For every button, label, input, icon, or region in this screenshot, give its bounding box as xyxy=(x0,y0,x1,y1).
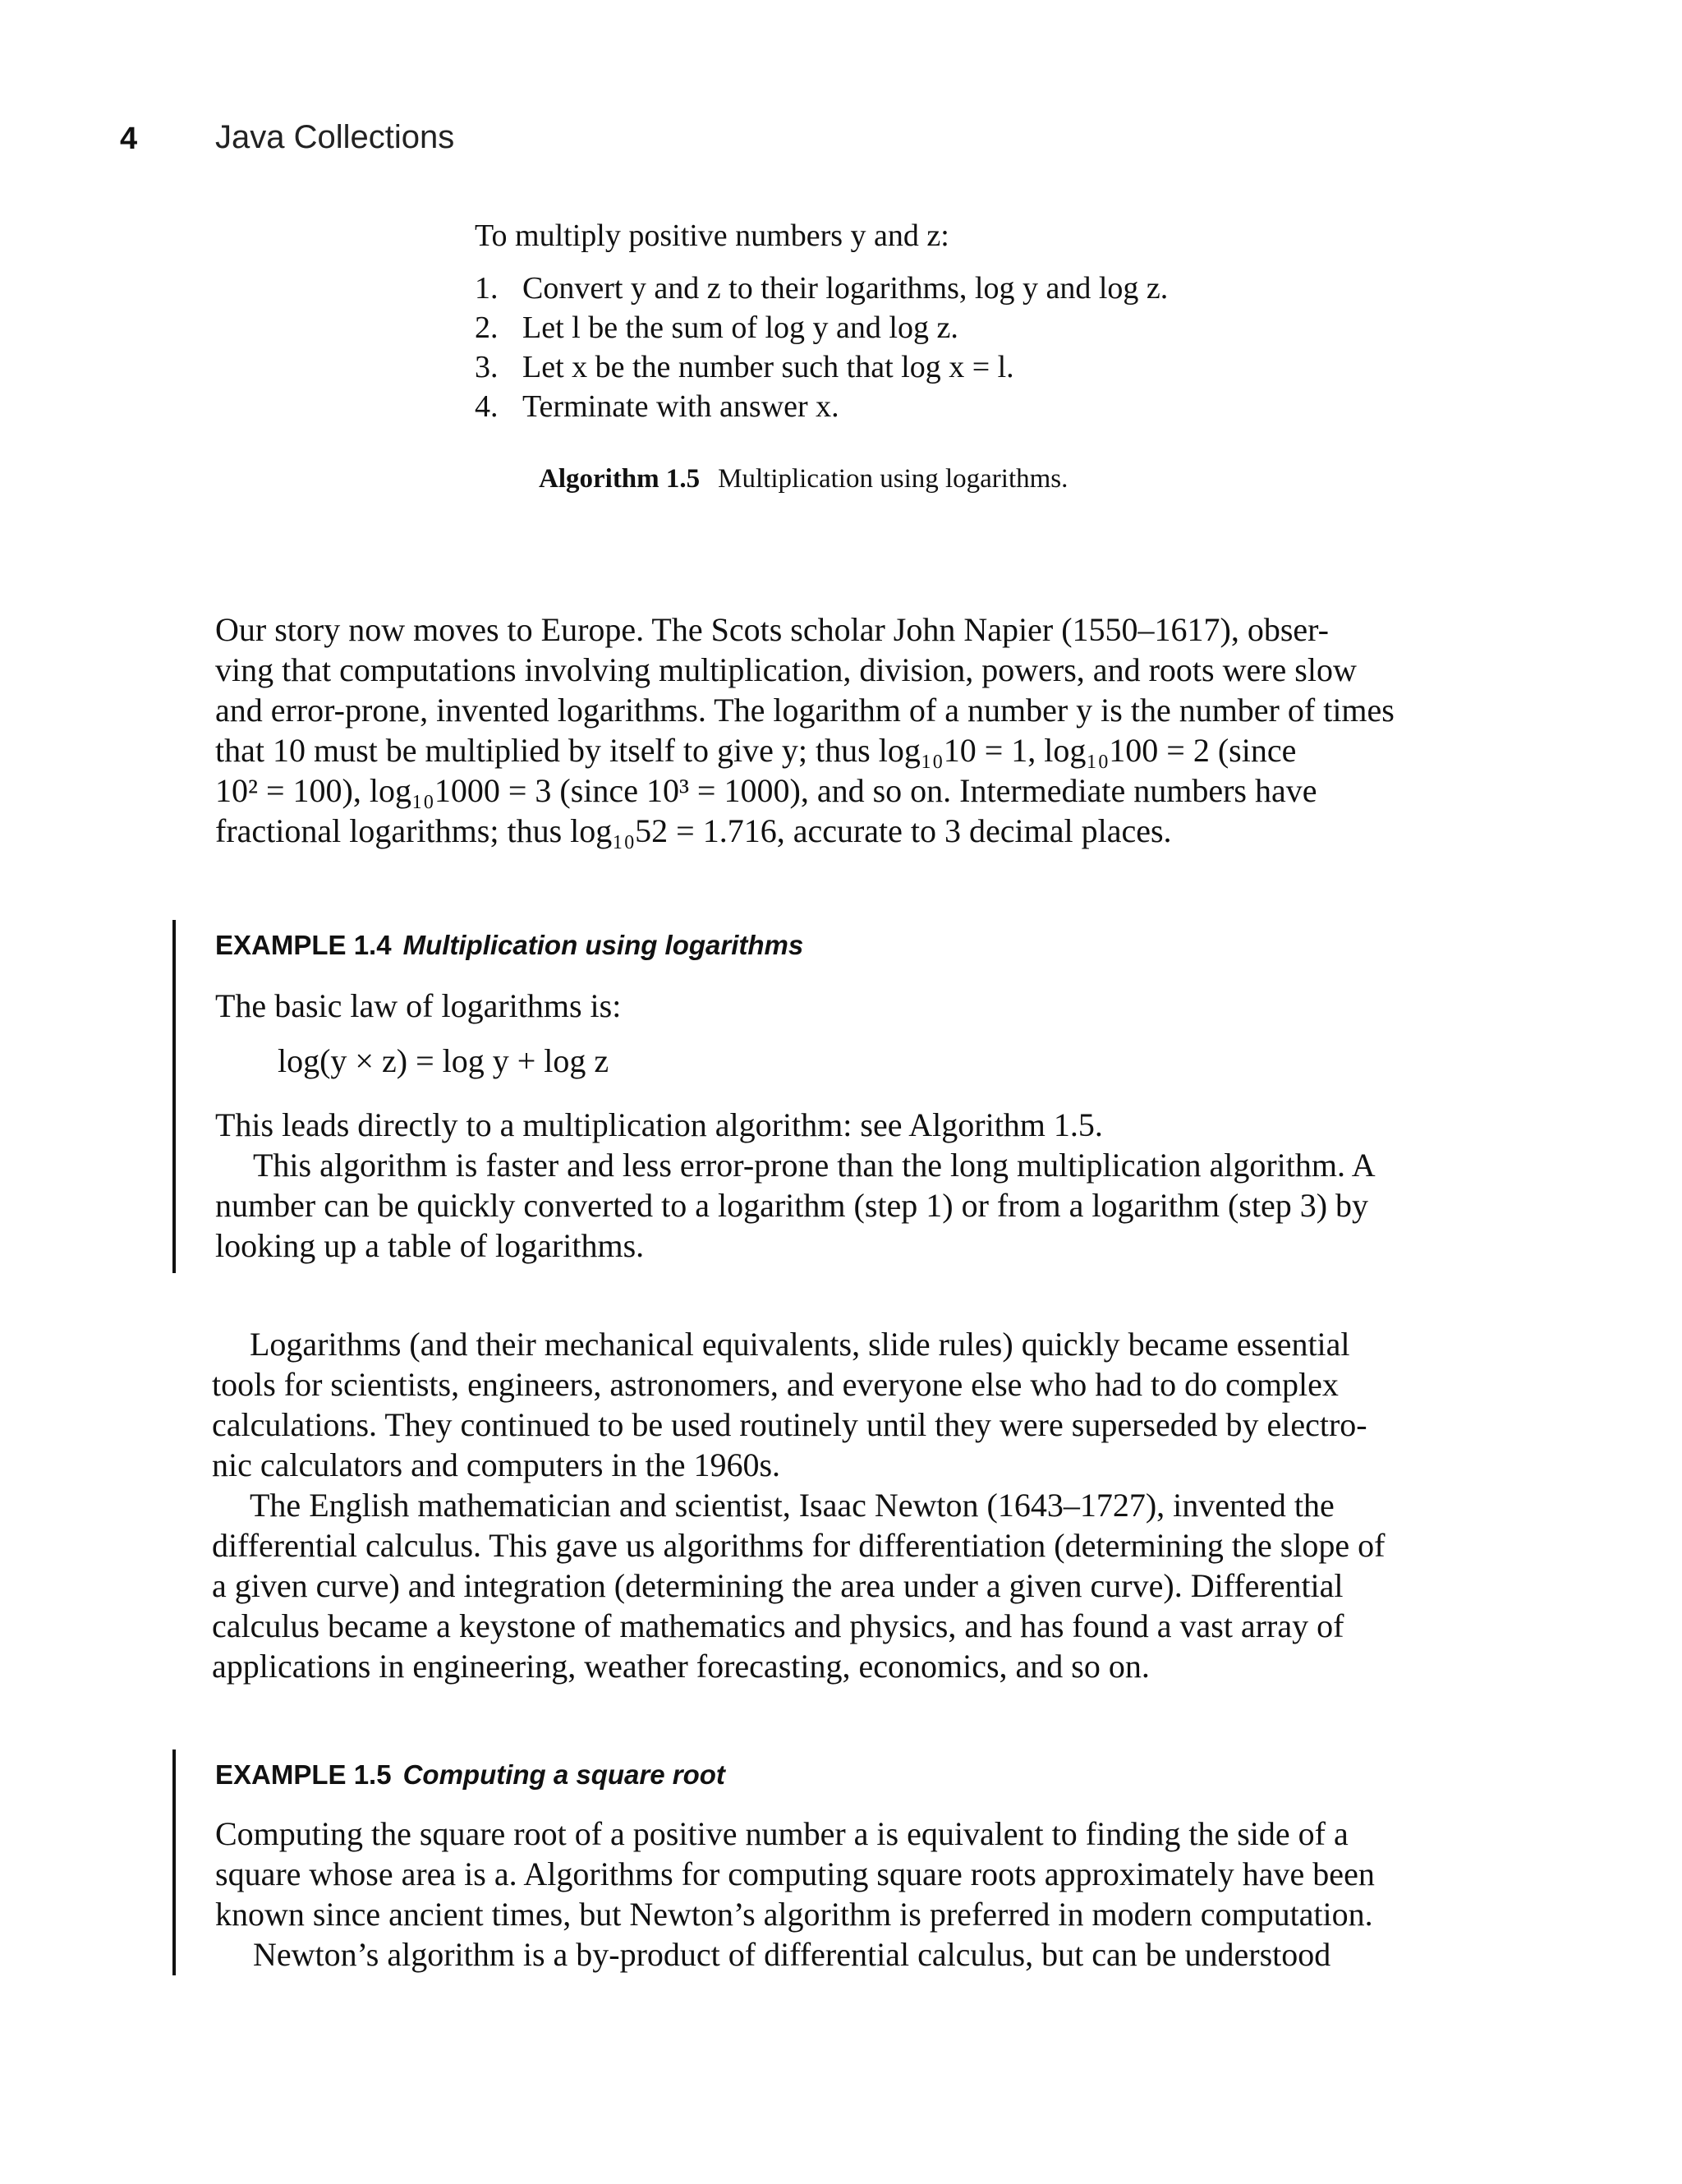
caption-label: Algorithm 1.5 xyxy=(539,464,701,494)
example-body: Computing the square root of a positive number a is equivalent to finding the side of a square whose area is a. Algorithms for computing square roots approximately have been known since ancient times, but Newton’s algorithm is preferred in modern computation. Newton’s algorithm is a by-product of differential calculus, but can be understood xyxy=(215,1815,1375,1973)
example-label: EXAMPLE 1.4 xyxy=(215,930,392,960)
algorithm-caption xyxy=(539,464,1068,494)
algorithm-step: 2. Let l be the sum of log y and log z. xyxy=(475,310,958,345)
paragraph-logarithms-use: Logarithms (and their mechanical equivalents, slide rules) quickly became essential tools for scientists, engineers, astronomers, and everyone else who had to do complex calculations. They continued to be used routinely until they were superseded by electro- nic calculators and computers in the 1960s. xyxy=(212,1326,1367,1483)
example-intro: The basic law of logarithms is: xyxy=(215,987,622,1024)
paragraph-napier: Our story now moves to Europe. The Scots scholar John Napier (1550–1617), obser- ving that computations involving multiplication, division, powers, and roots were slow and error-prone, invented logarithms. The logarithm of a number y is the number of times that 10 must be multiplied by itself to give y; thus log₁₀10 = 1, log₁₀100 = 2 (since 10² = 100), log₁₀1000 = 3 (since 10³ = 1000), and so on. Intermediate numbers have fractional logarithms; thus log₁₀52 = 1.716, accurate to 3 decimal places. xyxy=(215,611,1395,849)
caption-text: Multiplication using logarithms. xyxy=(718,464,1068,494)
example-title: Multiplication using logarithms xyxy=(402,930,804,960)
algorithm-box xyxy=(475,215,1559,425)
example-label: EXAMPLE 1.5 xyxy=(215,1759,392,1790)
running-header: Java Collections xyxy=(215,119,455,155)
example-heading xyxy=(215,1759,725,1791)
paragraph-newton: The English mathematician and scientist, Isaac Newton (1643–1727), invented the differential calculus. This gave us algorithms for differentiation (determining the slope of a given curve) and integration (determining the area under a given curve). Differential calculus became a keystone of mathematics and physics, and has found a vast array of applications in engineering, weather forecasting, economics, and so on. xyxy=(212,1487,1386,1685)
page-number: 4 xyxy=(120,122,138,156)
example-body: This leads directly to a multiplication algorithm: see Algorithm 1.5. This algorithm is faster and less error-prone than the long multiplication algorithm. A number can be quickly converted to a logarithm (step 1) or from a logarithm (step 3) by looking up a table of logarithms. xyxy=(215,1106,1376,1264)
algorithm-steps xyxy=(475,268,1559,425)
algorithm-step: 1. Convert y and z to their logarithms, log y and log z. xyxy=(475,271,1169,306)
log-formula: log(y × z) = log y + log z xyxy=(278,1042,609,1079)
example-title: Computing a square root xyxy=(402,1759,725,1790)
algorithm-step: 4. Terminate with answer x. xyxy=(475,389,839,424)
example-margin-rule xyxy=(172,1749,176,1975)
algorithm-intro: To multiply positive numbers y and z: xyxy=(475,218,949,253)
algorithm-step: 3. Let x be the number such that log x = l. xyxy=(475,350,1014,384)
example-heading xyxy=(215,930,803,961)
example-margin-rule xyxy=(172,920,176,1273)
